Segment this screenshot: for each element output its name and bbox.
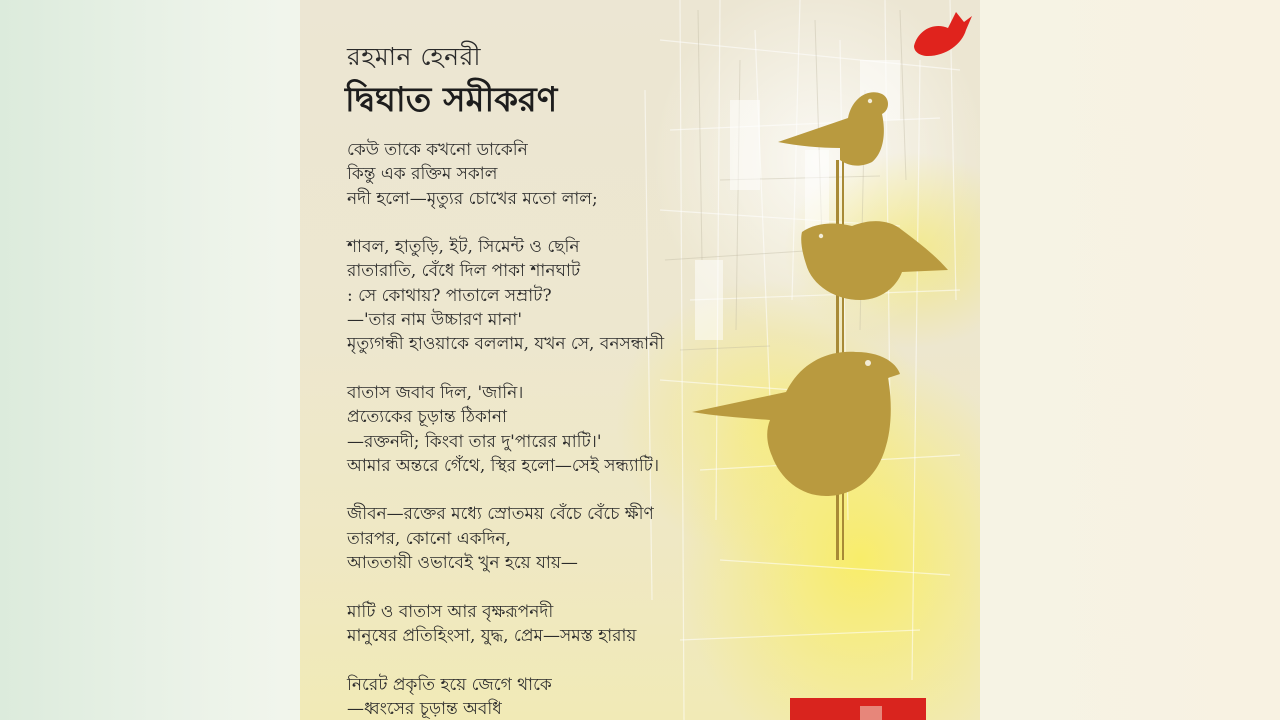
poem-body [347, 138, 767, 720]
bird-icon [778, 92, 888, 165]
stanza [347, 673, 767, 720]
stanza [347, 502, 767, 575]
stanza [347, 138, 767, 211]
poem-line: : সে কোথায়? পাতালে সম্রাট? [347, 285, 552, 306]
red-block-icon [790, 698, 926, 720]
poem-line: কেউ তাকে কখনো ডাকেনি [347, 140, 528, 160]
poem-line: নিরেট প্রকৃতি হয়ে জেগে থাকে [347, 674, 552, 695]
bird-icon [801, 221, 948, 300]
stanza [347, 600, 767, 649]
poem-page [300, 0, 980, 720]
poem-line: শাবল, হাতুড়ি, ইট, সিমেন্ট ও ছেনি [347, 237, 580, 258]
poem-line: তারপর, কোনো একদিন, [347, 528, 511, 549]
poem-line: কিন্তু এক রক্তিম সকাল [347, 164, 498, 185]
poem-line: —ধ্বংসের চূড়ান্ত অবধি [347, 698, 502, 719]
poem-line: আততায়ী ওভাবেই খুন হয়ে যায়— [347, 553, 578, 574]
poem-line: —রক্তনদী; কিংবা তার দু'পারের মাটি।' [347, 431, 602, 452]
stanza [347, 381, 767, 478]
poem-line: বাতাস জবাব দিল, 'জানি। [347, 382, 524, 403]
poet-name: রহমান হেনরী [347, 42, 481, 71]
poem-line: আমার অন্তরে গেঁথে, স্থির হলো—সেই সন্ধ্যাটি। [347, 455, 660, 476]
poem-line: প্রত্যেকের চূড়ান্ত ঠিকানা [347, 407, 507, 428]
poem-title: দ্বিঘাত সমীকরণ [345, 80, 558, 120]
poem-line: মাটি ও বাতাস আর বৃক্ষরূপনদী [347, 601, 554, 622]
red-bird-icon [914, 12, 972, 56]
poem-line: জীবন—রক্তের মধ্যে স্রোতময় বেঁচে বেঁচে ক্ষীণ [347, 504, 654, 525]
poem-line: নদী হলো—মৃত্যুর চোখের মতো লাল; [347, 188, 598, 209]
poem-line: মানুষের প্রতিহিংসা, যুদ্ধ, প্রেম—সমস্ত হারায় [347, 625, 637, 646]
stanza [347, 235, 767, 356]
poem-line: মৃত্যুগন্ধী হাওয়াকে বললাম, যখন সে, বনসন্ধানী [347, 334, 665, 355]
poem-line: রাতারাতি, বেঁধে দিল পাকা শানঘাট [347, 261, 581, 282]
poem-line: —'তার নাম উচ্চারণ মানা' [347, 310, 522, 331]
